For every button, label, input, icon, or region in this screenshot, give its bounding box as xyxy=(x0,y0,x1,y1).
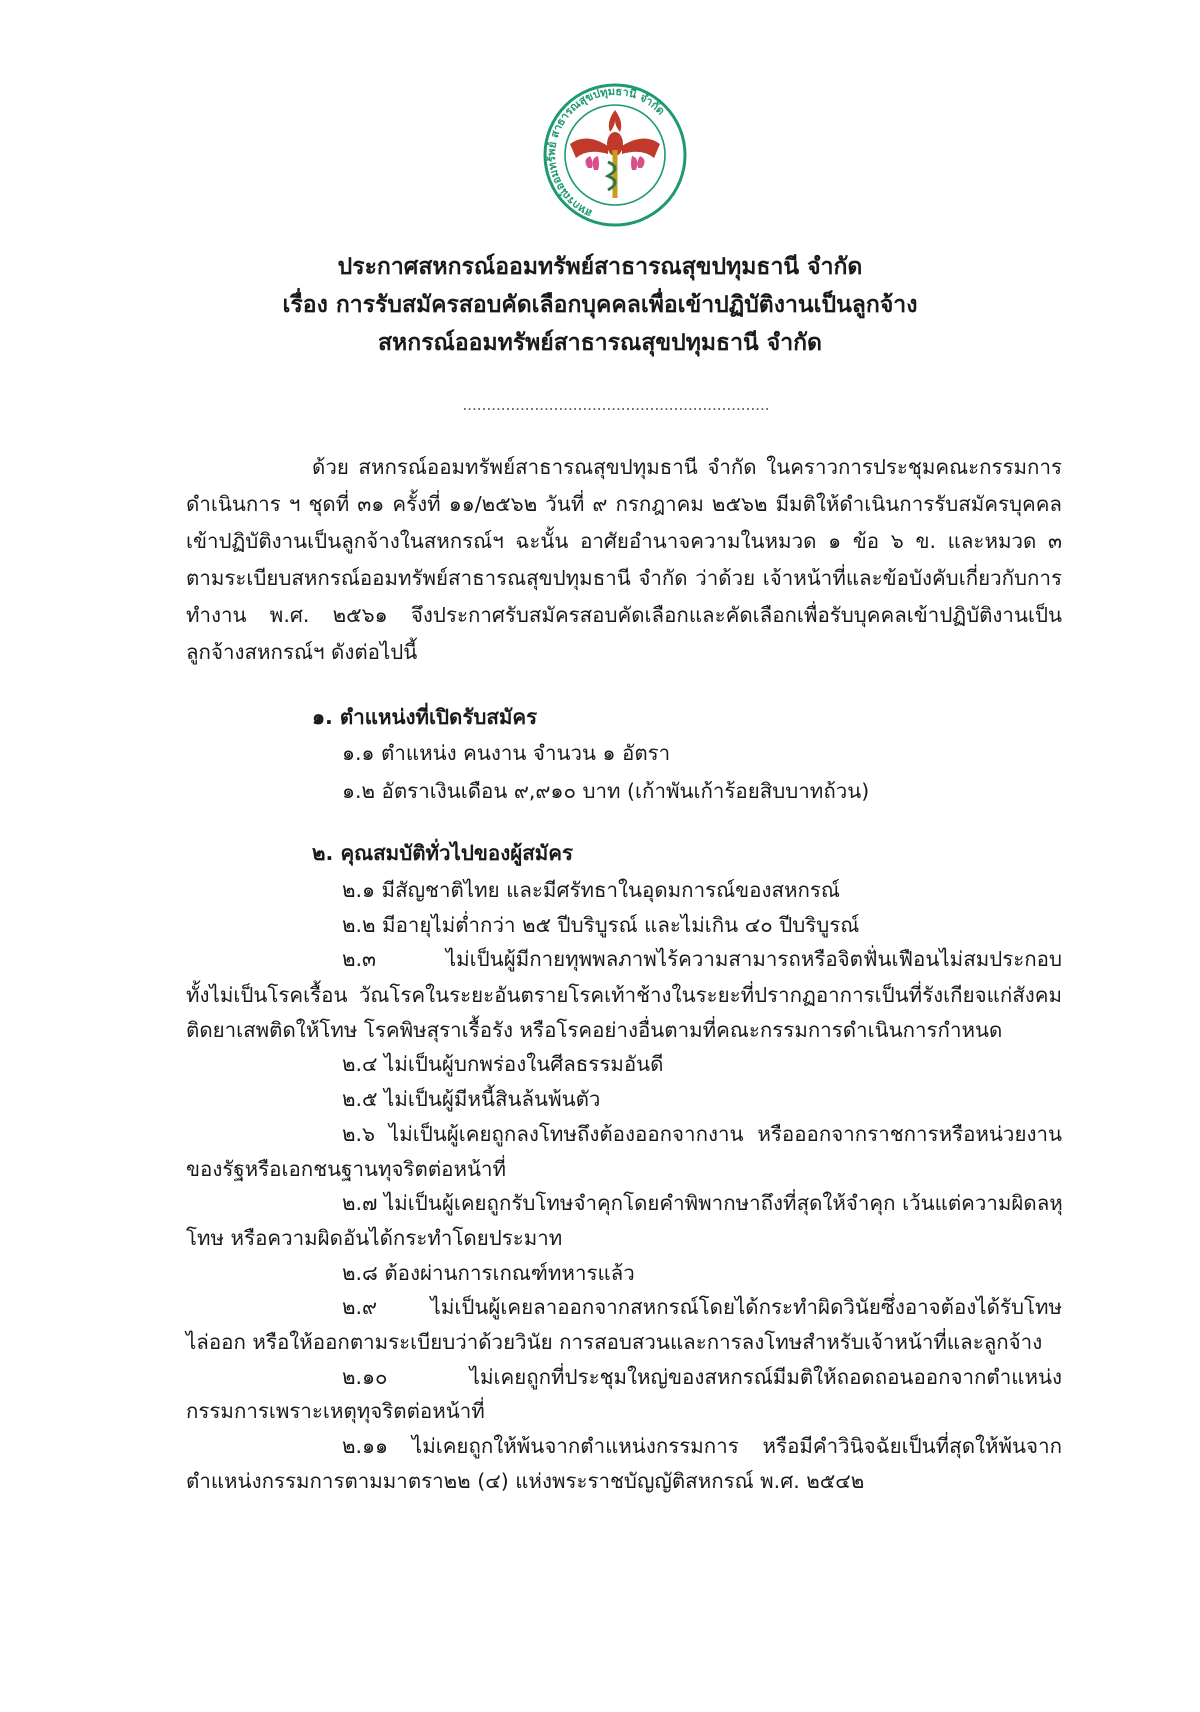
section2-item: ๒.๔ ไม่เป็นผู้บกพร่องในศีลธรรมอันดี xyxy=(342,1052,664,1076)
announcement-subject: เรื่อง การรับสมัครสอบคัดเลือกบุคคลเพื่อเข้าปฏิบัติงานเป็นลูกจ้าง xyxy=(282,292,918,318)
seal-text: สหกรณ์ออมทรัพย์ สาธารณสุขปทุมธานี จำกัด xyxy=(544,84,668,220)
intro-line: เข้าปฏิบัติงานเป็นลูกจ้างในสหกรณ์ฯ ฉะนั้น อาศัยอำนาจความในหมวด ๑ ข้อ ๖ ข. และหมวด ๓ xyxy=(186,529,1062,553)
header-divider xyxy=(462,402,772,416)
section1-heading: ๑. ตำแหน่งที่เปิดรับสมัคร xyxy=(312,705,538,729)
section2-item: ๒.๑๑ ไม่เคยถูกให้พ้นจากตำแหน่งกรรมการ หรือมีคำวินิจฉัยเป็นที่สุดให้พ้นจาก xyxy=(342,1434,1062,1458)
section1-item: ๑.๑ ตำแหน่ง คนงาน จำนวน ๑ อัตรา xyxy=(342,741,671,765)
section2-item: ๒.๘ ต้องผ่านการเกณฑ์ทหารแล้ว xyxy=(342,1261,635,1285)
cooperative-seal-icon xyxy=(542,82,688,228)
section2-heading: ๒. คุณสมบัติทั่วไปของผู้สมัคร xyxy=(312,841,573,865)
announcement-title: ประกาศสหกรณ์ออมทรัพย์สาธารณสุขปทุมธานี จำกัด xyxy=(337,254,863,280)
section2-item: ๒.๒ มีอายุไม่ต่ำกว่า ๒๕ ปีบริบูรณ์ และไม่เกิน ๔๐ ปีบริบูรณ์ xyxy=(342,913,860,937)
section2-item-continued: ของรัฐหรือเอกชนฐานทุจริตต่อหน้าที่ xyxy=(186,1157,507,1181)
section2-item: ๒.๙ ไม่เป็นผู้เคยลาออกจากสหกรณ์โดยได้กระทำผิดวินัยซึ่งอาจต้องได้รับโทษ xyxy=(342,1295,1062,1319)
intro-line: ตามระเบียบสหกรณ์ออมทรัพย์สาธารณสุขปทุมธานี จำกัด ว่าด้วย เจ้าหน้าที่และข้อบังคับเกี่ยวกับการ xyxy=(186,566,1062,590)
section2-item-continued: ตำแหน่งกรรมการตามมาตรา๒๒ (๔) แห่งพระราชบัญญัติสหกรณ์ พ.ศ. ๒๕๔๒ xyxy=(186,1469,865,1493)
section2-item-continued: ติดยาเสพติดให้โทษ โรคพิษสุราเรื้อรัง หรือโรคอย่างอื่นตามที่คณะกรรมการดำเนินการกำหนด xyxy=(186,1018,1003,1042)
section2-item: ๒.๖ ไม่เป็นผู้เคยถูกลงโทษถึงต้องออกจากงาน หรือออกจากราชการหรือหน่วยงาน xyxy=(342,1122,1062,1146)
announcement-organization: สหกรณ์ออมทรัพย์สาธารณสุขปทุมธานี จำกัด xyxy=(378,330,822,356)
section1-item: ๑.๒ อัตราเงินเดือน ๙,๙๑๐ บาท (เก้าพันเก้าร้อยสิบบาทถ้วน) xyxy=(342,779,870,803)
section2-item: ๒.๗ ไม่เป็นผู้เคยถูกรับโทษจำคุกโดยคำพิพากษาถึงที่สุดให้จำคุก เว้นแต่ความผิดลหุ xyxy=(342,1191,1063,1215)
intro-line: ด้วย สหกรณ์ออมทรัพย์สาธารณสุขปทุมธานี จำกัด ในคราวการประชุมคณะกรรมการ xyxy=(312,455,1062,479)
section2-item: ๒.๑ มีสัญชาติไทย และมีศรัทธาในอุดมการณ์ของสหกรณ์ xyxy=(342,878,840,902)
section2-item-continued: โทษ หรือความผิดอันได้กระทำโดยประมาท xyxy=(186,1226,563,1250)
section2-item-continued: กรรมการเพราะเหตุทุจริตต่อหน้าที่ xyxy=(186,1399,485,1423)
section2-item: ๒.๓ ไม่เป็นผู้มีกายทุพพลภาพไร้ความสามารถหรือจิตฟั่นเฟือนไม่สมประกอบ xyxy=(342,947,1062,971)
intro-line: ทำงาน พ.ศ. ๒๕๖๑ จึงประกาศรับสมัครสอบคัดเลือกและคัดเลือกเพื่อรับบุคคลเข้าปฏิบัติงานเป็น xyxy=(186,603,1062,627)
section2-item: ๒.๑๐ ไม่เคยถูกที่ประชุมใหญ่ของสหกรณ์มีมติให้ถอดถอนออกจากตำแหน่ง xyxy=(342,1365,1062,1389)
intro-line: ลูกจ้างสหกรณ์ฯ ดังต่อไปนี้ xyxy=(186,640,418,664)
section2-item-continued: ทั้งไม่เป็นโรคเรื้อน วัณโรคในระยะอันตรายโรคเท้าช้างในระยะที่ปรากฏอาการเป็นที่รังเกียจแก่สังคม xyxy=(186,983,1062,1007)
section2-item-continued: ไล่ออก หรือให้ออกตามระเบียบว่าด้วยวินัย การสอบสวนและการลงโทษสำหรับเจ้าหน้าที่และลูกจ้าง xyxy=(186,1330,1043,1354)
section2-item: ๒.๕ ไม่เป็นผู้มีหนี้สินล้นพ้นตัว xyxy=(342,1087,601,1111)
intro-line: ดำเนินการ ฯ ชุดที่ ๓๑ ครั้งที่ ๑๑/๒๕๖๒ วันที่ ๙ กรกฎาคม ๒๕๖๒ มีมติให้ดำเนินการรับสมัครบุคคล xyxy=(186,492,1062,516)
